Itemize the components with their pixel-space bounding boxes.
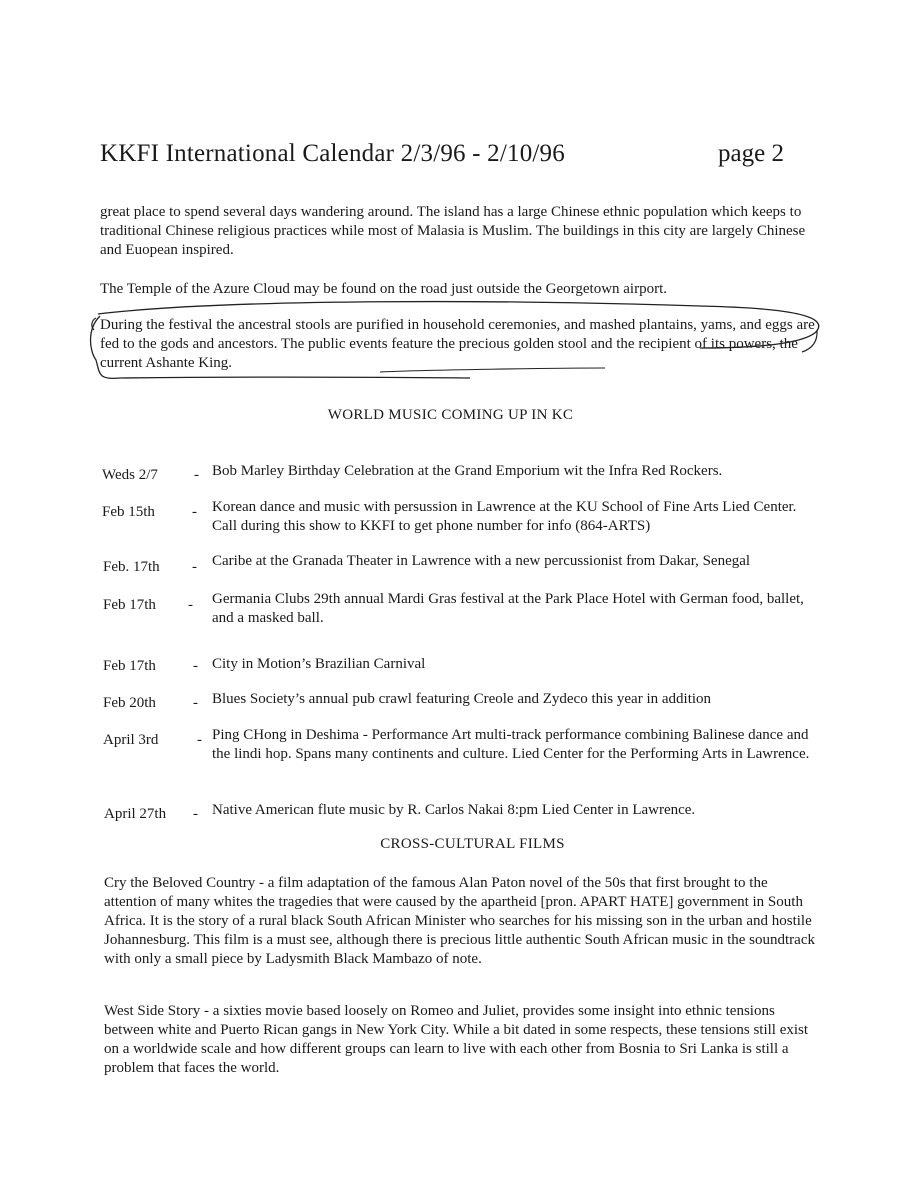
- temple-paragraph: The Temple of the Azure Cloud may be found on the road just outside the Georgetown airport.: [100, 281, 668, 297]
- event-description: Korean dance and music with persussion in Lawrence at the KU School of Fine Arts Lied Center. Call during this show to KKFI to get phone number for info (864-ARTS): [212, 499, 797, 534]
- event-date: Feb. 17th: [103, 559, 160, 575]
- event-date: Feb 17th: [103, 658, 156, 674]
- event-dash: -: [193, 695, 198, 711]
- page-title: KKFI International Calendar 2/3/96 - 2/10/96: [100, 140, 565, 167]
- event-description: Germania Clubs 29th annual Mardi Gras festival at the Park Place Hotel with German food, ballet, and a masked ball.: [212, 591, 804, 626]
- event-description: Bob Marley Birthday Celebration at the Grand Emporium wit the Infra Red Rockers.: [212, 463, 723, 479]
- event-description: Caribe at the Granada Theater in Lawrence with a new percussionist from Dakar, Senegal: [212, 553, 751, 569]
- event-date: Feb 17th: [103, 597, 156, 613]
- event-description: Ping CHong in Deshima - Performance Art multi-track performance combining Balinese dance and the lindi hop. Spans many continents and culture. Lied Center for the Performing Arts in Lawrence.: [212, 727, 810, 762]
- event-dash: -: [193, 658, 198, 674]
- event-description: Native American flute music by R. Carlos Nakai 8:pm Lied Center in Lawrence.: [212, 802, 696, 818]
- page-number: page 2: [718, 140, 784, 167]
- films-heading: CROSS-CULTURAL FILMS: [380, 836, 565, 852]
- event-date: April 3rd: [103, 732, 159, 748]
- film-paragraph: Cry the Beloved Country - a film adaptation of the famous Alan Paton novel of the 50s that first brought to the attention of many whites the tragedies that were caused by the apartheid [pron. APART HATE] government in South Africa. It is the story of a rural black South African Minister who searches for his missing son in the urban and hostile Johannesburg. This film is a must see, although there is precious little authentic South African music in the soundtrack with only a small piece by Ladysmith Black Mambazo of note.: [104, 875, 815, 967]
- event-date: Feb 15th: [102, 504, 155, 520]
- event-dash: -: [193, 806, 198, 822]
- event-date: Feb 20th: [103, 695, 156, 711]
- event-date: Weds 2/7: [102, 467, 158, 483]
- event-date: April 27th: [104, 806, 167, 822]
- event-dash: -: [188, 597, 193, 613]
- event-description: Blues Society’s annual pub crawl featuring Creole and Zydeco this year in addition: [212, 691, 712, 707]
- event-dash: -: [192, 504, 197, 520]
- event-dash: -: [197, 732, 202, 748]
- intro-paragraph: great place to spend several days wandering around. The island has a large Chinese ethnic population which keeps to traditional Chinese religious practices while most of Malasia is Muslim. The buildings in this city are largely Chinese and Euopean inspired.: [100, 204, 806, 258]
- event-dash: -: [194, 467, 199, 483]
- world-music-heading: WORLD MUSIC COMING UP IN KC: [327, 407, 574, 423]
- event-description: City in Motion’s Brazilian Carnival: [212, 656, 426, 672]
- film-paragraph: West Side Story - a sixties movie based loosely on Romeo and Juliet, provides some insight into ethnic tensions between white and Puerto Rican gangs in New York City. While a bit dated in some respects, these tensions still exist on a worldwide scale and how different groups can learn to live with each other from Bosnia to Sri Lanka is still a problem that faces the world.: [104, 1003, 809, 1076]
- festival-paragraph: During the festival the ancestral stools are purified in household ceremonies, and mashed plantains, yams, and eggs are fed to the gods and ancestors. The public events feature the precious golden stool and the recipient of its powers, the current Ashante King.: [100, 317, 815, 371]
- event-dash: -: [192, 559, 197, 575]
